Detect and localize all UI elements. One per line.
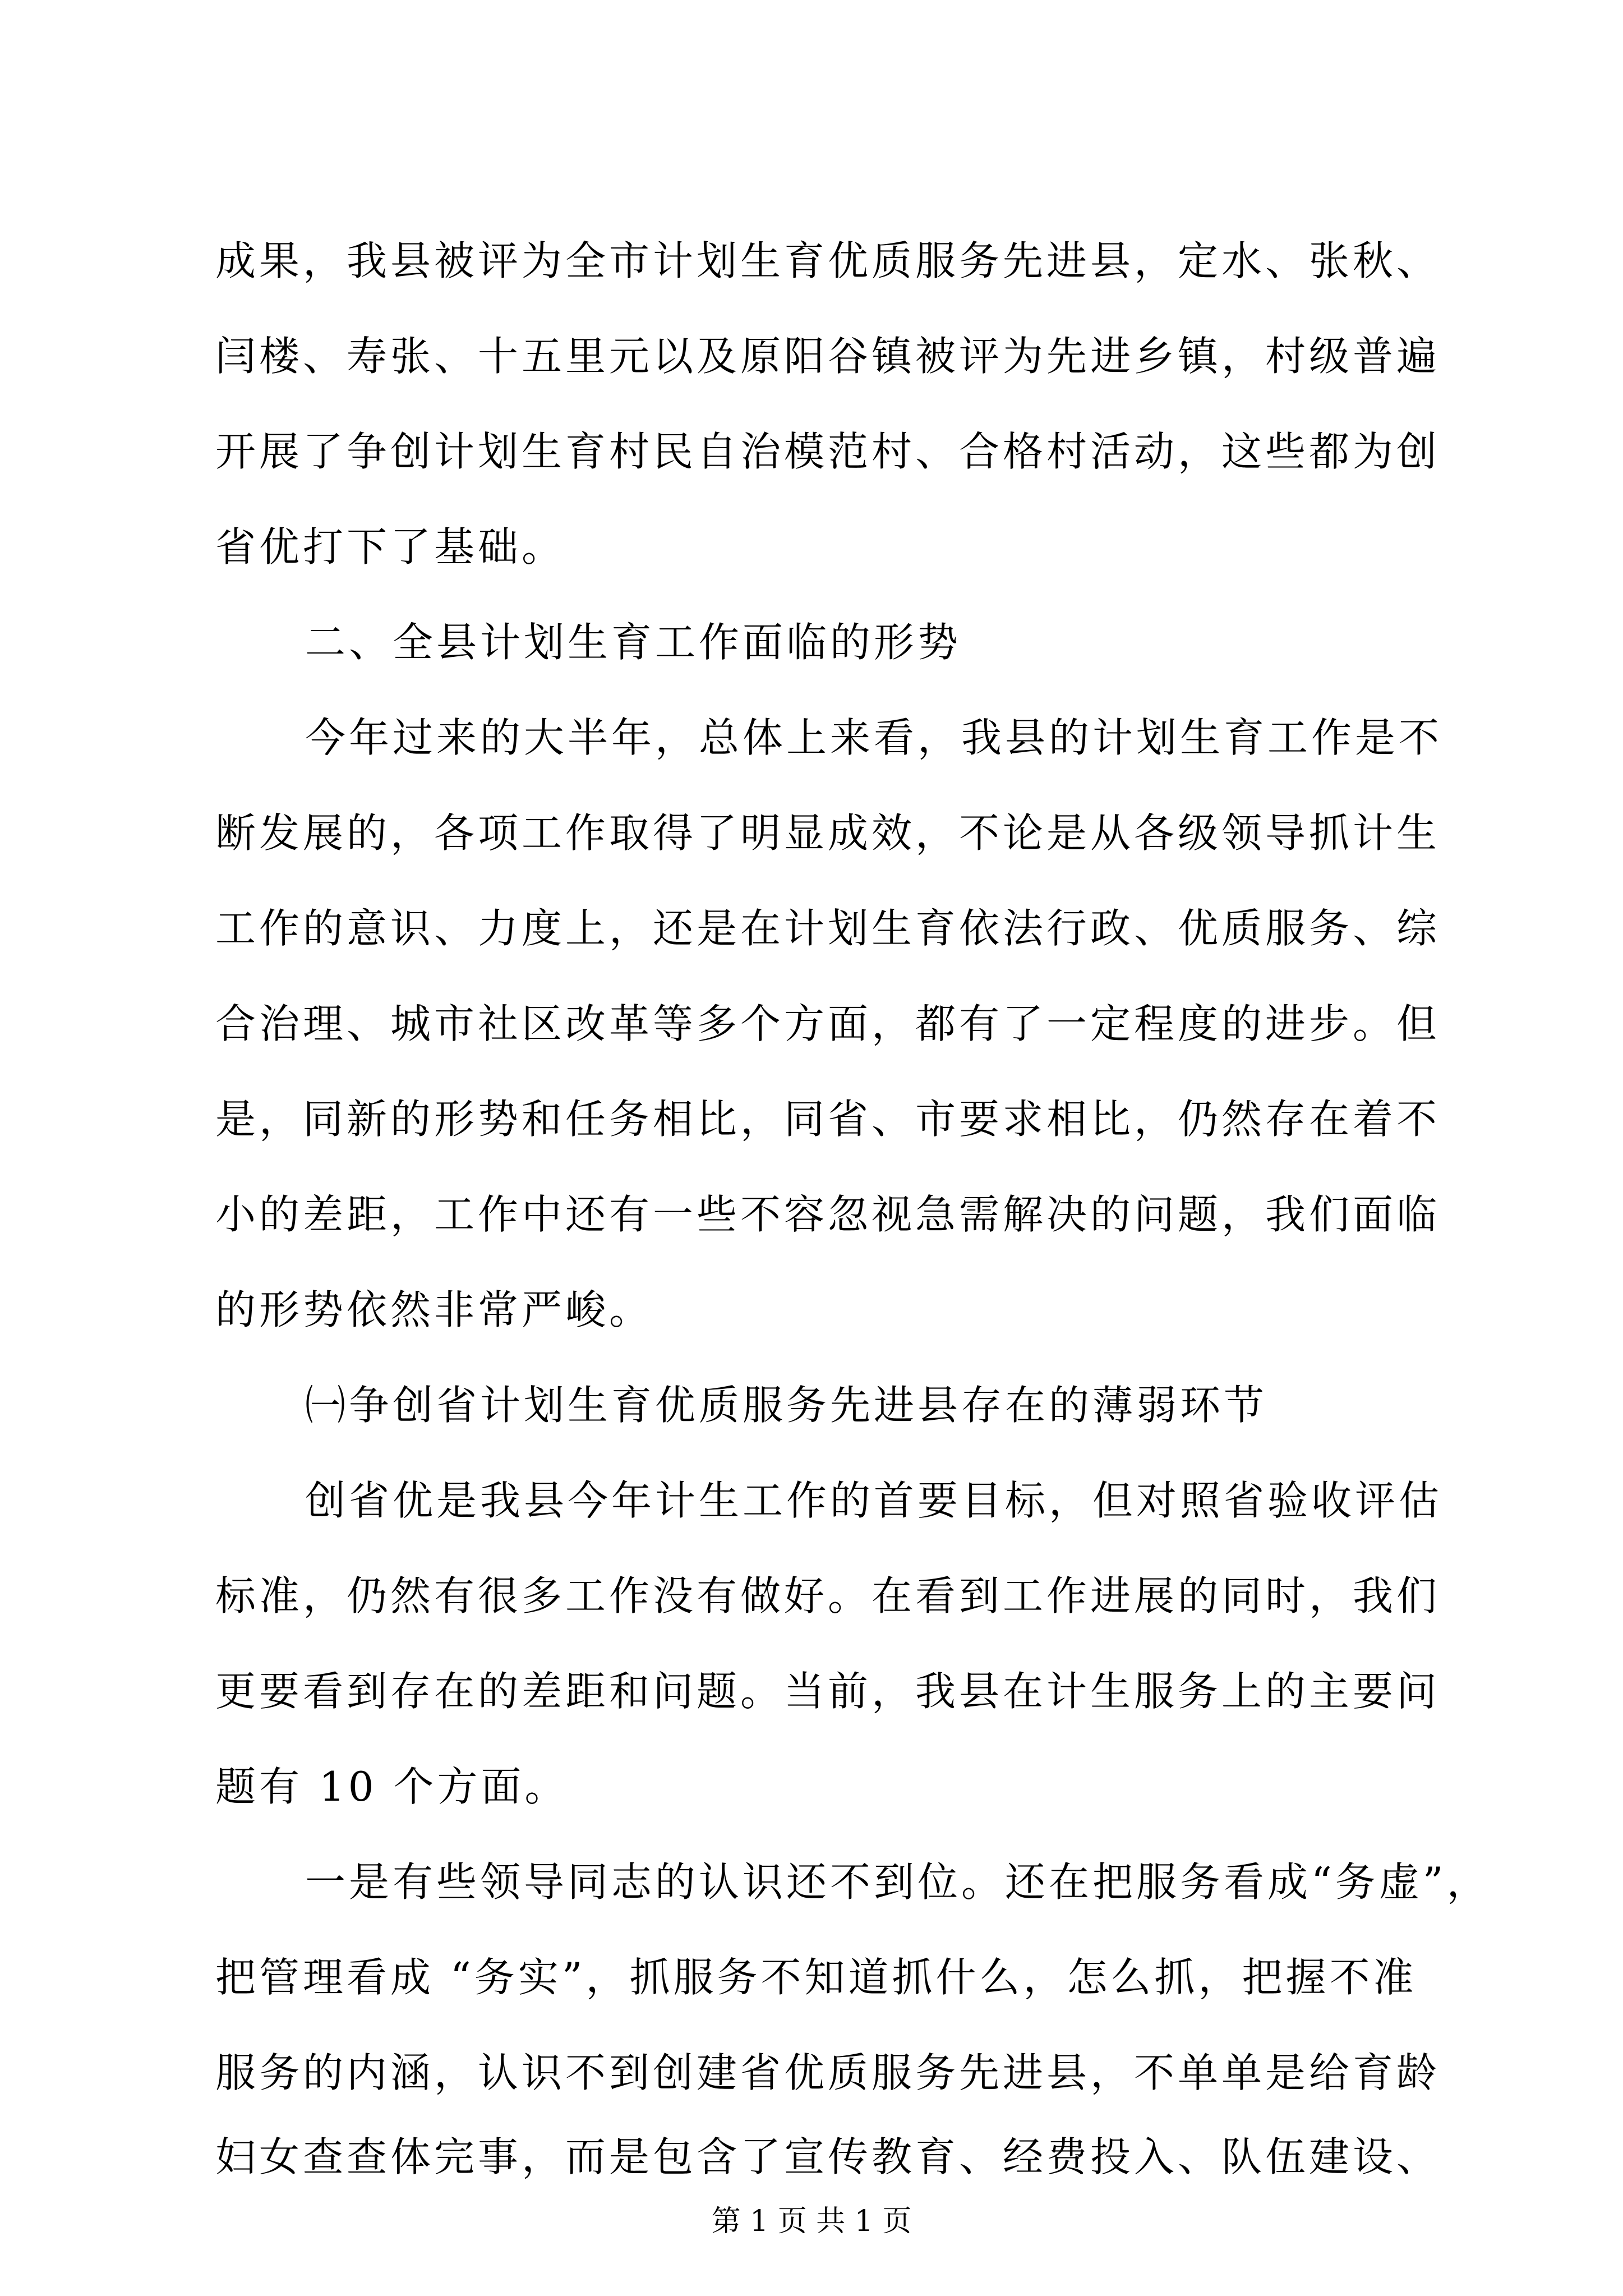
body-text-line: 省优打下了基础。	[215, 523, 566, 570]
body-text-line: 把管理看成 “务实”，抓服务不知道抓什么，怎么抓，把握不准	[215, 1954, 1417, 2001]
body-text-line: 题有 10 个方面。	[215, 1763, 569, 1810]
body-text-line: 一是有些领导同志的认识还不到位。还在把服务看成“务虚”，	[305, 1858, 1491, 1906]
body-text-line: 今年过来的大半年，总体上来看，我县的计划生育工作是不	[305, 714, 1443, 761]
body-text-line: 更要看到存在的差距和问题。当前，我县在计生服务上的主要问	[215, 1668, 1441, 1715]
body-text-line: 断发展的，各项工作取得了明显成效，不论是从各级领导抓计生	[215, 809, 1441, 857]
body-text-line: 成果，我县被评为全市计划生育优质服务先进县，定水、张秋、	[215, 237, 1441, 284]
body-text-line: 妇女查查体完事，而是包含了宣传教育、经费投入、队伍建设、	[215, 2133, 1441, 2180]
body-text-line: 闫楼、寿张、十五里元以及原阳谷镇被评为先进乡镇，村级普遍	[215, 333, 1441, 380]
body-text-line: 创省优是我县今年计生工作的首要目标，但对照省验收评估	[305, 1477, 1443, 1524]
page-number-footer: 第 1 页 共 1 页	[711, 2205, 912, 2238]
body-text-line: 工作的意识、力度上，还是在计划生育依法行政、优质服务、综	[215, 905, 1441, 952]
subsection-heading: ㈠争创省计划生育优质服务先进县存在的薄弱环节	[305, 1382, 1268, 1429]
body-text-line: 标准，仍然有很多工作没有做好。在看到工作进展的同时，我们	[215, 1572, 1441, 1619]
body-text-line: 的形势依然非常严峻。	[215, 1286, 653, 1333]
body-text-line: 是，同新的形势和任务相比，同省、市要求相比，仍然存在着不	[215, 1096, 1441, 1143]
body-text-line: 开展了争创计划生育村民自治模范村、合格村活动，这些都为创	[215, 428, 1441, 475]
body-text-line: 服务的内涵，认识不到创建省优质服务先进县，不单单是给育龄	[215, 2049, 1441, 2096]
body-text-line: 合治理、城市社区改革等多个方面，都有了一定程度的进步。但	[215, 1000, 1441, 1047]
body-text-line: 小的差距，工作中还有一些不容忽视急需解决的问题，我们面临	[215, 1191, 1441, 1238]
section-heading: 二、全县计划生育工作面临的形势	[305, 619, 962, 666]
